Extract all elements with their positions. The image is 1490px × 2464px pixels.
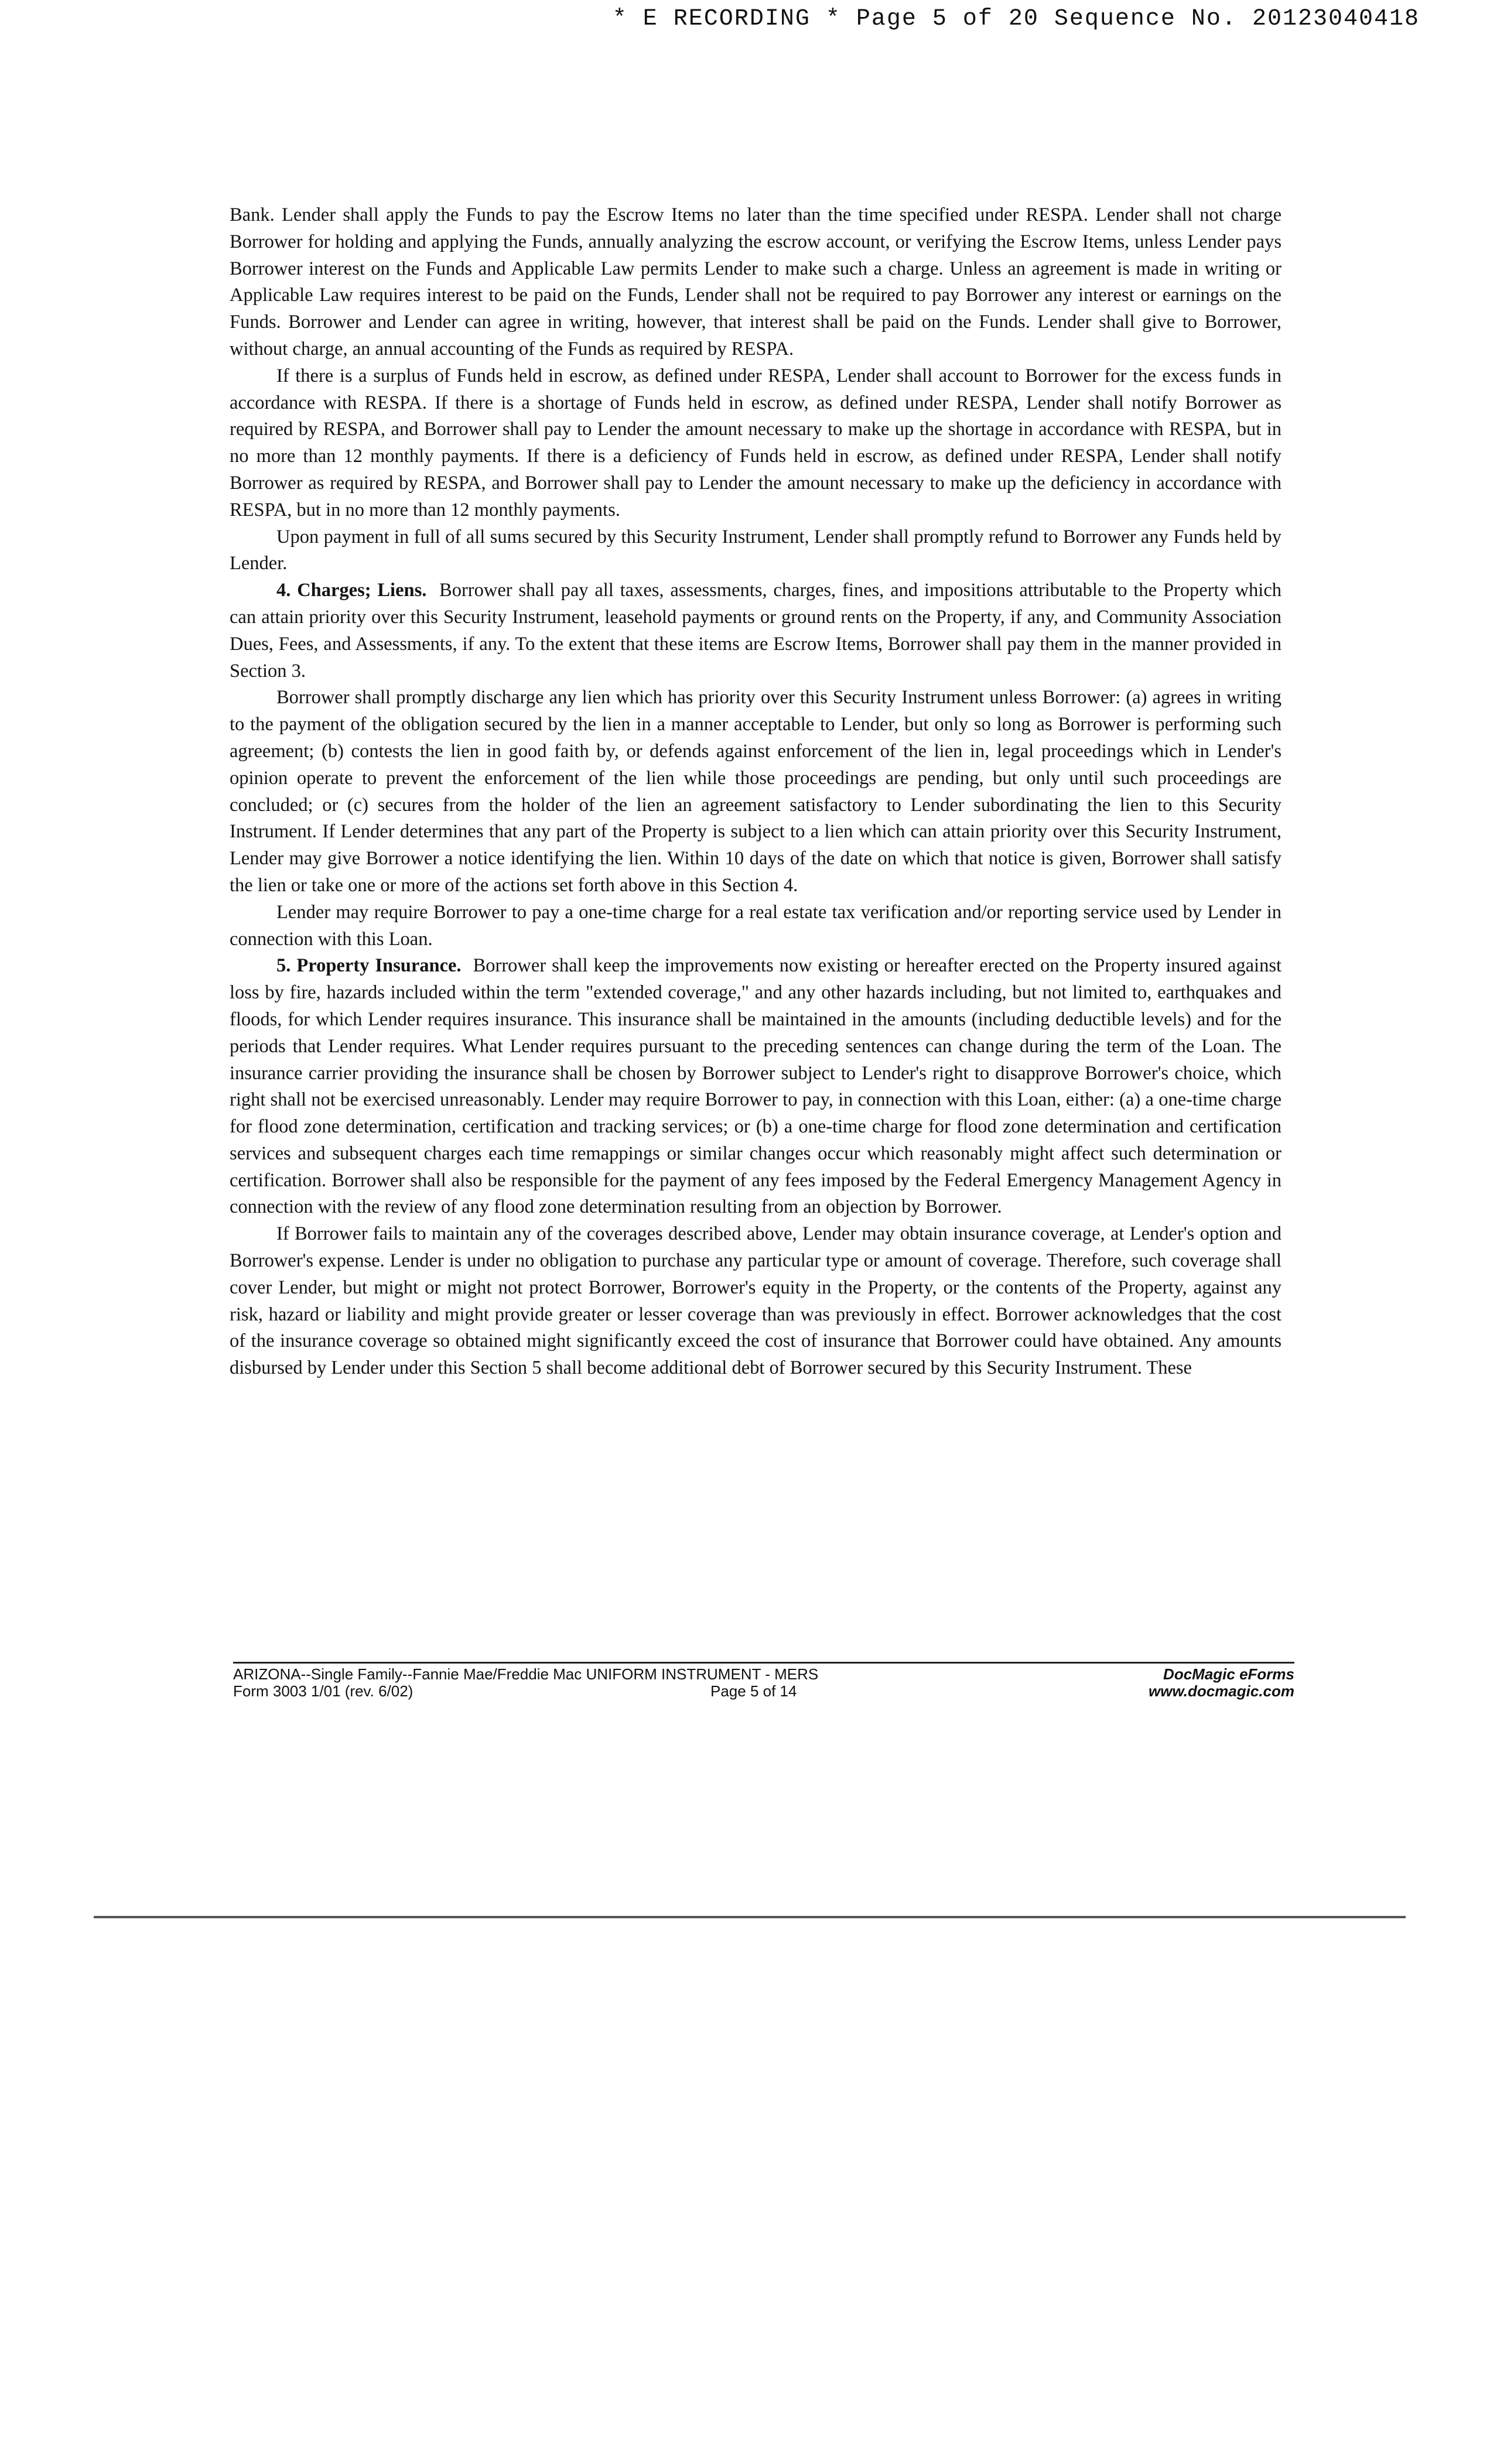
paragraph-text: Bank. Lender shall apply the Funds to pay the Escrow Items no later than the time specified under RESPA. Lender shall not charge Borrower for holding and applying the Funds, annually analyzing the escrow account, or verifying the Escrow Items, unless Lender pays Borrower interest on the Funds and Applicable Law permits Lender to make such a charge. Unless an agreement is made in writing or Applicable Law requires interest to be paid on the Funds, Lender shall not be required to pay Borrower any interest or earnings on the Funds. Borrower and Lender can agree in writing, however, that interest shall be paid on the Funds. Lender shall give to Borrower, without charge, an annual accounting of the Funds as required by RESPA. (230, 204, 1281, 360)
paragraph-text: Upon payment in full of all sums secured by this Security Instrument, Lender shall promptly refund to Borrower any Funds held by Lender. (230, 526, 1281, 574)
paragraph-text: Lender may require Borrower to pay a one-time charge for a real estate tax verification and/or reporting service used by Lender in connection with this Loan. (230, 901, 1281, 950)
page-bottom-divider (94, 1916, 1406, 1918)
section-heading: 4. Charges; Liens. (276, 580, 427, 601)
document-body (230, 202, 1281, 1382)
paragraph-tax-verification (230, 899, 1281, 953)
footer-row-2 (233, 1683, 1294, 1700)
section-5-property-insurance (230, 953, 1281, 1221)
form-title: ARIZONA--Single Family--Fannie Mae/Freddie Mac UNIFORM INSTRUMENT - MERS (233, 1665, 819, 1683)
section-heading: 5. Property Insurance. (276, 955, 462, 977)
paragraph-text: Borrower shall keep the improvements now existing or hereafter erected on the Property insured against loss by fire, hazards included within the term "extended coverage," and any other hazards including, but not limited to, earthquakes and floods, for which Lender requires insurance. This insurance shall be maintained in the amounts (including deductible levels) and for the periods that Lender requires. What Lender requires pursuant to the preceding sentences can change during the term of the Loan. The insurance carrier providing the insurance shall be chosen by Borrower subject to Lender's right to disapprove Borrower's choice, which right shall not be exercised unreasonably. Lender may require Borrower to pay, in connection with this Loan, either: (a) a one-time charge for flood zone determination, certification and tracking services; or (b) a one-time charge for flood zone determination and certification services and subsequent charges each time remappings or similar changes occur which reasonably might affect such determination or certification. Borrower shall also be responsible for the payment of any fees imposed by the Federal Emergency Management Agency in connection with the review of any flood zone determination resulting from an objection by Borrower. (230, 955, 1282, 1218)
paragraph-discharge-lien (230, 685, 1281, 899)
website-link: www.docmagic.com (1149, 1682, 1294, 1700)
paragraph-text: Borrower shall promptly discharge any lien which has priority over this Security Instrument unless Borrower: (a) agrees in writing to the payment of the obligation secured by the lien in a manner acceptable to Lender, but only so long as Borrower is performing such agreement; (b) contests the lien in good faith by, or defends against enforcement of the lien in, legal proceedings which in Lender's opinion operate to prevent the enforcement of the lien while those proceedings are pending, but only until such proceedings are concluded; or (c) secures from the holder of the lien an agreement satisfactory to Lender subordinating the lien to this Security Instrument. If Lender determines that any part of the Property is subject to a lien which can attain priority over this Security Instrument, Lender may give Borrower a notice identifying the lien. Within 10 days of the date on which that notice is given, Borrower shall satisfy the lien or take one or more of the actions set forth above in this Section 4. (230, 687, 1281, 896)
form-number: Form 3003 1/01 (rev. 6/02) (233, 1682, 413, 1700)
paragraph-failure-to-maintain (230, 1221, 1281, 1382)
brand-logo: DocMagic eForms (1163, 1665, 1294, 1683)
paragraph-refund (230, 524, 1281, 578)
paragraph-text: Borrower shall pay all taxes, assessments, charges, fines, and impositions attributable to the Property which can attain priority over this Security Instrument, leasehold payments or ground rents on the Property, if any, and Community Association Dues, Fees, and Assessments, if any. To the extent that these items are Escrow Items, Borrower shall pay them in the manner provided in Section 3. (230, 580, 1282, 682)
page-number: Page 5 of 14 (710, 1682, 797, 1700)
paragraph-surplus (230, 363, 1281, 524)
form-footer (233, 1662, 1294, 1700)
footer-row-1 (233, 1666, 1294, 1683)
paragraph-text: If Borrower fails to maintain any of the coverages described above, Lender may obtain insurance coverage, at Lender's option and Borrower's expense. Lender is under no obligation to purchase any particular type or amount of coverage. Therefore, such coverage shall cover Lender, but might or might not protect Borrower, Borrower's equity in the Property, or the contents of the Property, against any risk, hazard or liability and might provide greater or lesser coverage than was previously in effect. Borrower acknowledges that the cost of the insurance coverage so obtained might significantly exceed the cost of insurance that Borrower could have obtained. Any amounts disbursed by Lender under this Section 5 shall become additional debt of Borrower secured by this Security Instrument. These (230, 1223, 1281, 1379)
section-4-charges-liens (230, 577, 1281, 685)
paragraph-text: If there is a surplus of Funds held in escrow, as defined under RESPA, Lender shall account to Borrower for the excess funds in accordance with RESPA. If there is a shortage of Funds held in escrow, as defined under RESPA, Lender shall notify Borrower as required by RESPA, and Borrower shall pay to Lender the amount necessary to make up the shortage in accordance with RESPA, but in no more than 12 monthly payments. If there is a deficiency of Funds held in escrow, as defined under RESPA, Lender shall notify Borrower as required by RESPA, and Borrower shall pay to Lender the amount necessary to make up the deficiency in accordance with RESPA, but in no more than 12 monthly payments. (230, 365, 1281, 521)
recording-header: * E RECORDING * Page 5 of 20 Sequence No. 20123040418 (612, 6, 1420, 32)
paragraph-escrow-funds (230, 202, 1281, 363)
